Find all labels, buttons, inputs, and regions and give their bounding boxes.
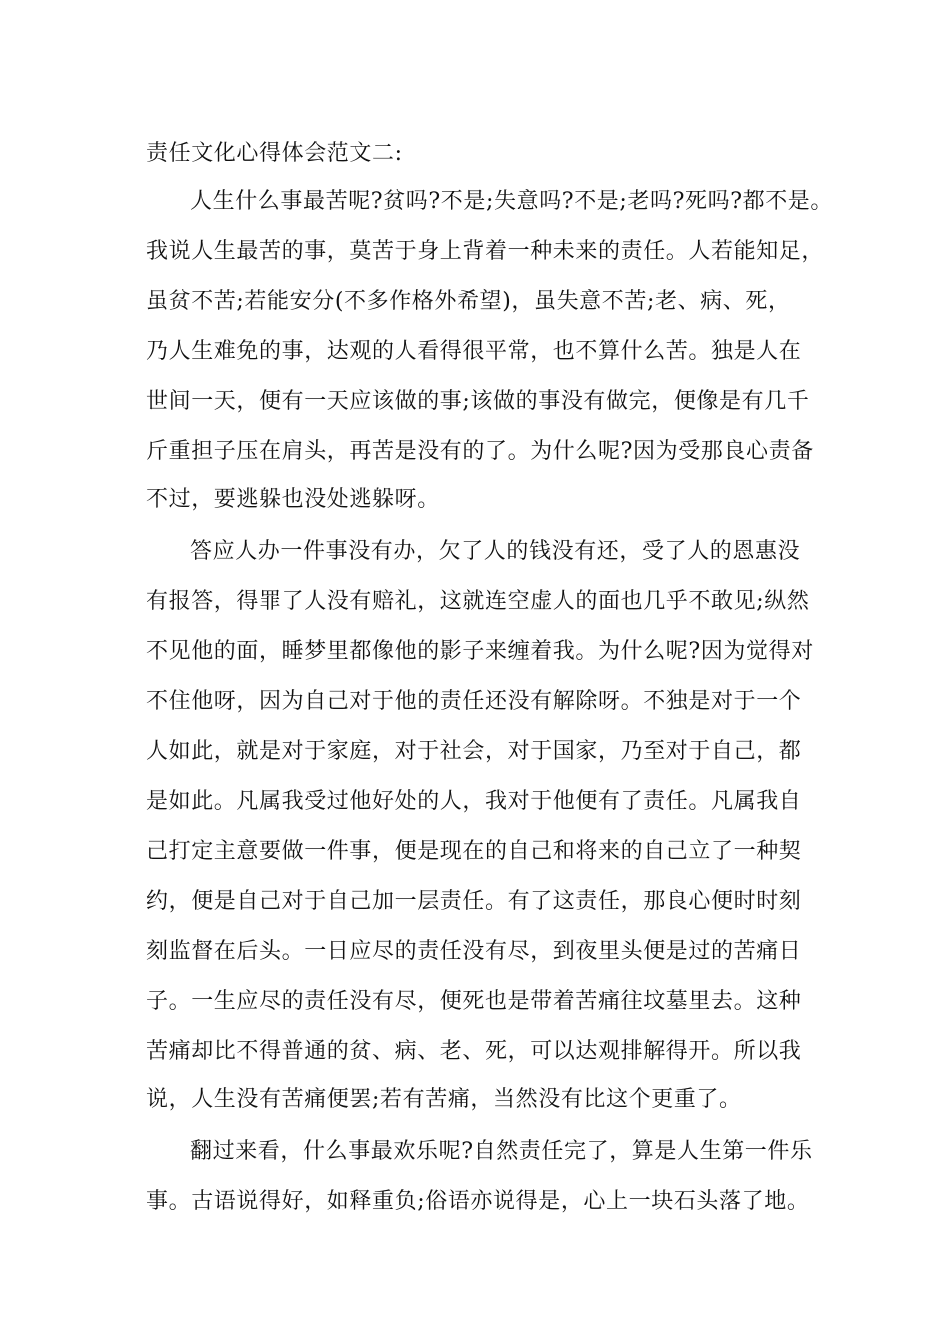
paragraph-1-line-5: 世间一天，便有一天应该做的事;该做的事没有做完，便像是有几千 (146, 389, 810, 414)
paragraph-1-line-6: 斤重担子压在肩头，再苦是没有的了。为什么呢?因为受那良心责备 (146, 439, 814, 464)
paragraph-3-line-2: 事。古语说得好，如释重负;俗语亦说得是，心上一块石头落了地。 (146, 1189, 810, 1214)
paragraph-2-line-1: 答应人办一件事没有办，欠了人的钱没有还，受了人的恩惠没 (190, 539, 801, 564)
paragraph-2-line-3: 不见他的面，睡梦里都像他的影子来缠着我。为什么呢?因为觉得对 (146, 639, 814, 664)
paragraph-1-line-7: 不过，要逃躲也没处逃躲呀。 (146, 487, 440, 512)
paragraph-2-line-10: 子。一生应尽的责任没有尽，便死也是带着苦痛往坟墓里去。这种 (146, 989, 802, 1014)
paragraph-1-line-1: 人生什么事最苦呢?贫吗?不是;失意吗?不是;老吗?死吗?都不是。 (190, 189, 834, 214)
paragraph-2-line-11: 苦痛却比不得普通的贫、病、老、死，可以达观排解得开。所以我 (146, 1039, 802, 1064)
paragraph-1-line-4: 乃人生难免的事，达观的人看得很平常，也不算什么苦。独是人在 (146, 339, 802, 364)
paragraph-2-line-4: 不住他呀，因为自己对于他的责任还没有解除呀。不独是对于一个 (146, 689, 802, 714)
paragraph-2-line-7: 己打定主意要做一件事，便是现在的自己和将来的自己立了一种契 (146, 839, 802, 864)
document-heading: 责任文化心得体会范文二: (146, 141, 403, 166)
paragraph-2-line-5: 人如此，就是对于家庭，对于社会，对于国家，乃至对于自己，都 (146, 739, 802, 764)
paragraph-2-line-2: 有报答，得罪了人没有赔礼，这就连空虚人的面也几乎不敢见;纵然 (146, 589, 810, 614)
paragraph-2-line-8: 约，便是自己对于自己加一层责任。有了这责任，那良心便时时刻 (146, 889, 802, 914)
paragraph-3-line-1: 翻过来看，什么事最欢乐呢?自然责任完了，算是人生第一件乐 (190, 1139, 813, 1164)
paragraph-2-line-12: 说，人生没有苦痛便罢;若有苦痛，当然没有比这个更重了。 (146, 1087, 742, 1112)
paragraph-2-line-6: 是如此。凡属我受过他好处的人，我对于他便有了责任。凡属我自 (146, 789, 802, 814)
paragraph-1-line-3: 虽贫不苦;若能安分(不多作格外希望)，虽失意不苦;老、病、死， (146, 289, 791, 314)
paragraph-2-line-9: 刻监督在后头。一日应尽的责任没有尽，到夜里头便是过的苦痛日 (146, 939, 802, 964)
paragraph-1-line-2: 我说人生最苦的事，莫苦于身上背着一种未来的责任。人若能知足， (146, 239, 825, 264)
